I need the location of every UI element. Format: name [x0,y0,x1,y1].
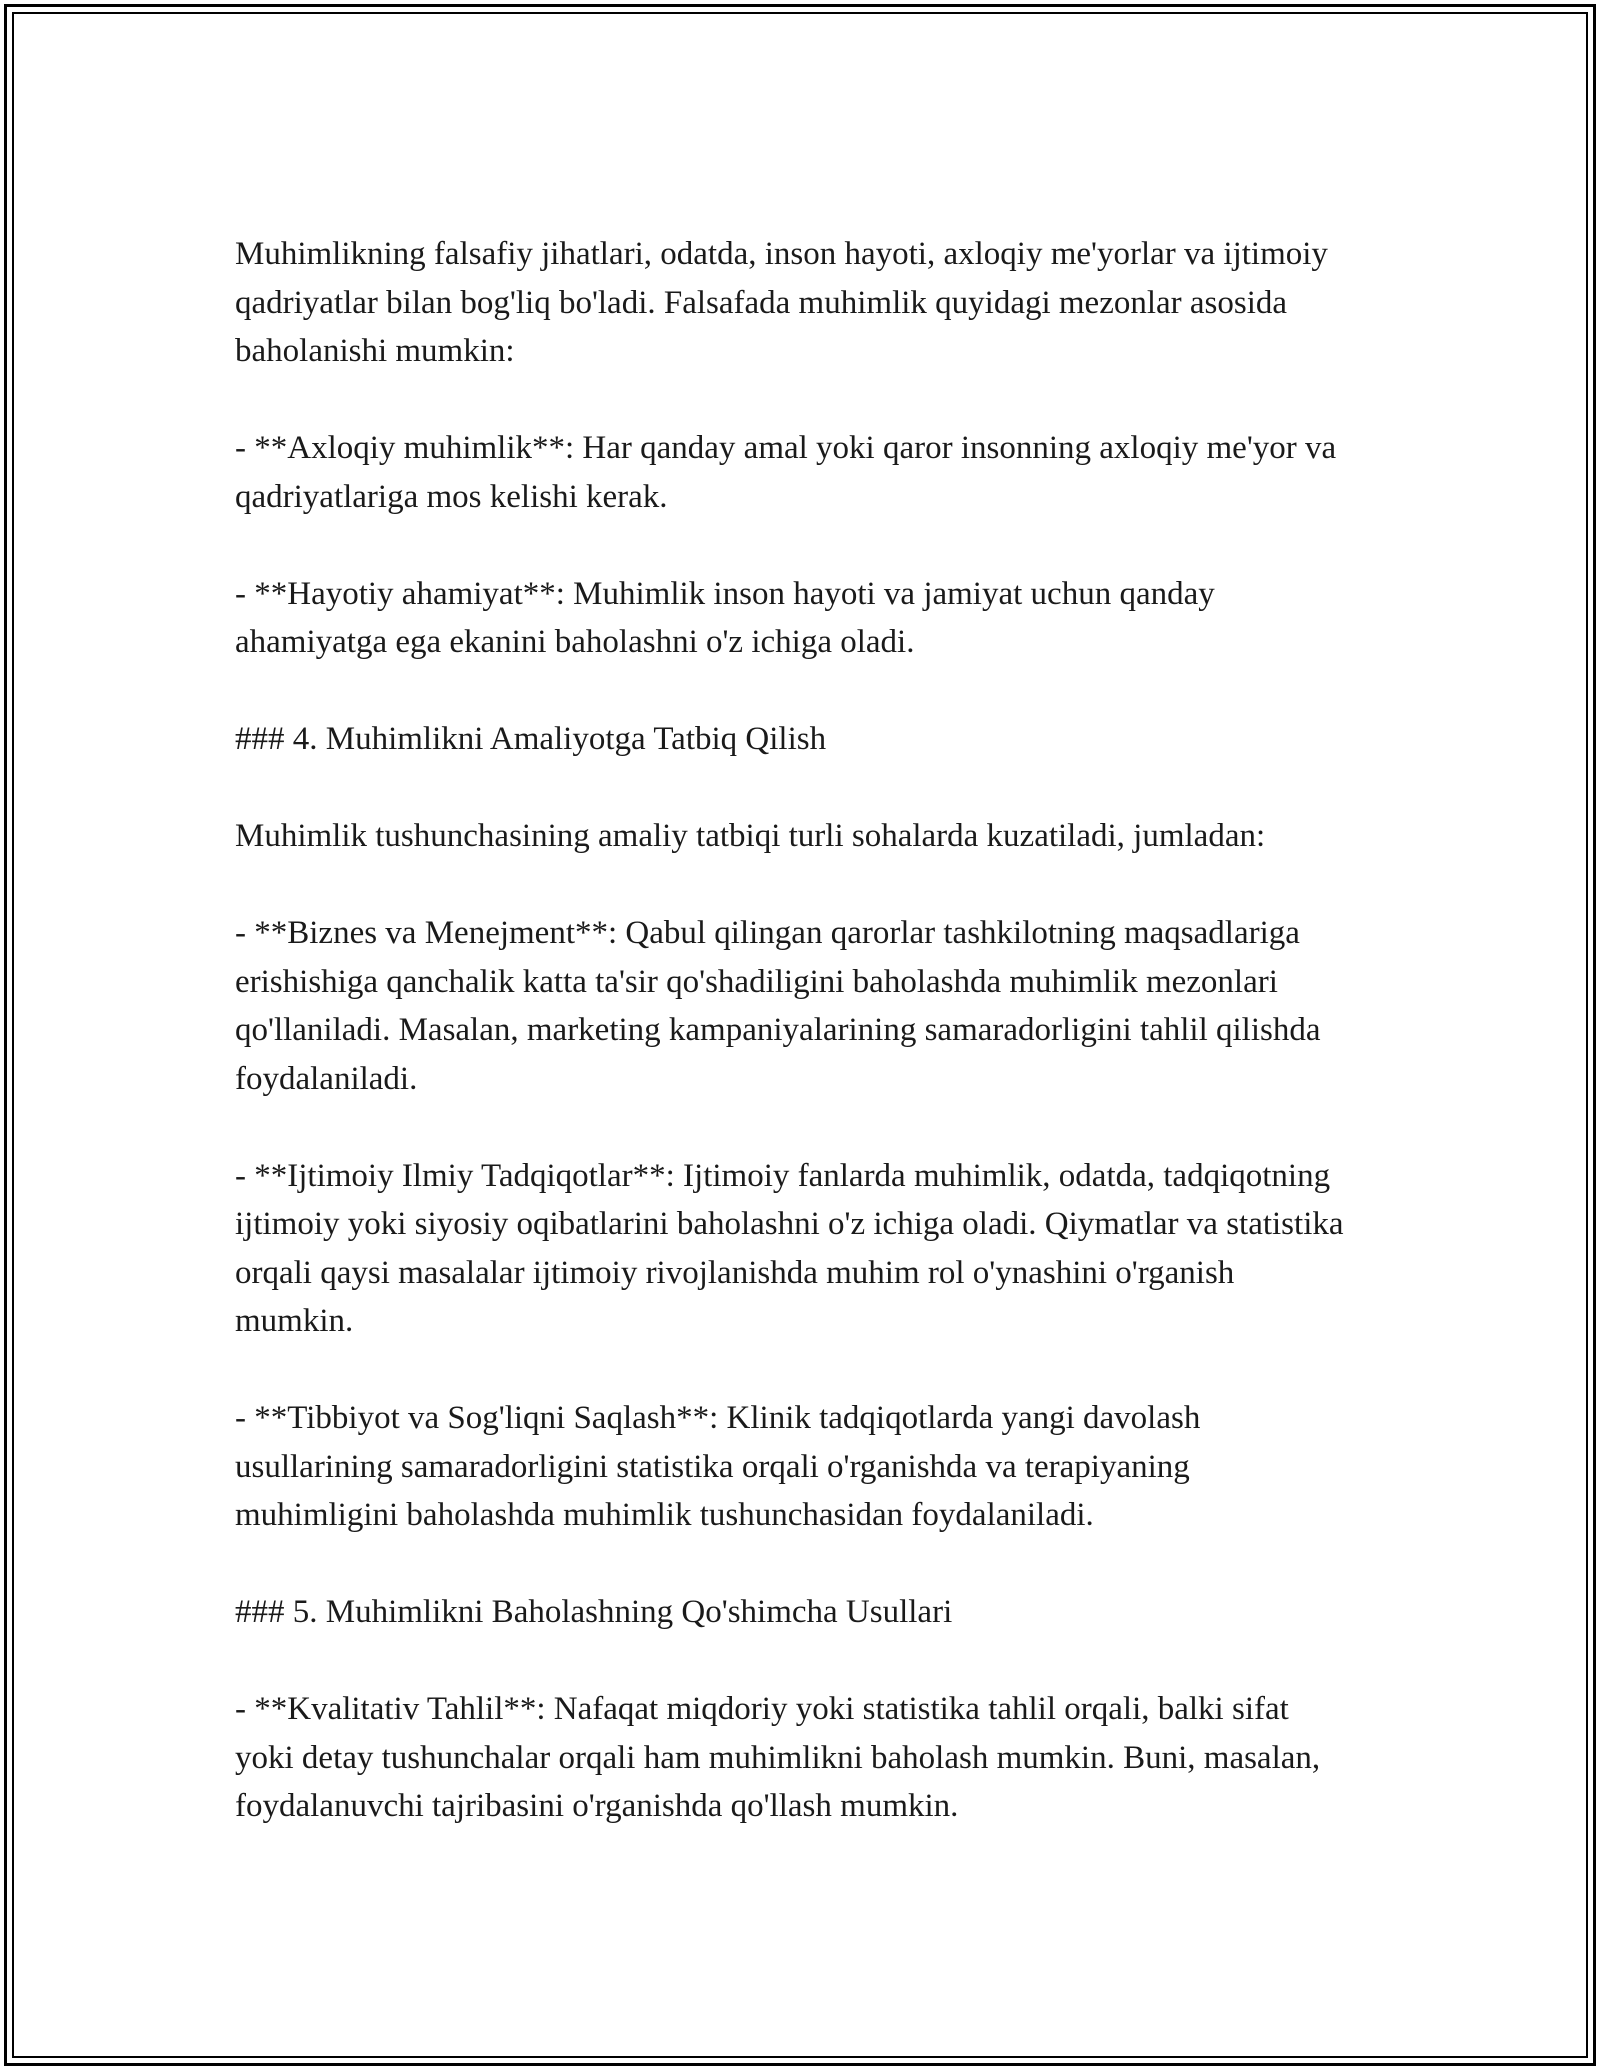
intro-paragraph: Muhimlikning falsafiy jihatlari, odatda, inson hayoti, axloqiy me'yorlar va ijtimoiy qadriyatlar bilan bog'liq bo'ladi. Falsafada muhimlik quyidagi mezonlar asosida baholanishi mumkin: [235,236,1328,369]
bullet-tibbiyot: - **Tibbiyot va Sog'liqni Saqlash**: Klinik tadqiqotlarda yangi davolash usullarining samaradorligini statistika orqali o'rganishda va terapiyaning muhimligini baholashda muhimlik tushunchasidan foydalaniladi. [235,1400,1201,1533]
bullet-hayotiy-ahamiyat: - **Hayotiy ahamiyat**: Muhimlik inson hayoti va jamiyat uchun qanday ahamiyatga ega ekanini baholashni o'z ichiga oladi. [235,575,1215,660]
section-heading-4: ### 4. Muhimlikni Amaliyotga Tatbiq Qilish [235,721,827,757]
section-heading-5: ### 5. Muhimlikni Baholashning Qo'shimcha Usullari [235,1594,953,1630]
document-body [235,230,1355,1879]
bullet-biznes-menejment: - **Biznes va Menejment**: Qabul qilingan qarorlar tashkilotning maqsadlariga erishishiga qanchalik katta ta'sir qo'shadiligini baholashda muhimlik mezonlari qo'llaniladi. Masalan, marketing kampaniyalarining samaradorligini tahlil qilishda foydalaniladi. [235,915,1321,1097]
bullet-ijtimoiy-tadqiqotlar: - **Ijtimoiy Ilmiy Tadqiqotlar**: Ijtimoiy fanlarda muhimlik, odatda, tadqiqotning ijtimoiy yoki siyosiy oqibatlarini baholashni o'z ichiga oladi. Qiymatlar va statistika orqali qaysi masalalar ijtimoiy rivojlanishda muhim rol o'ynashini o'rganish mumkin. [235,1157,1344,1339]
bullet-kvalitativ-tahlil: - **Kvalitativ Tahlil**: Nafaqat miqdoriy yoki statistika tahlil orqali, balki sifat yoki detay tushunchalar orqali ham muhimlikni baholash mumkin. Buni, masalan, foydalanuvchi tajribasini o'rganishda qo'llash mumkin. [235,1691,1321,1824]
bullet-axloqiy-muhimlik: - **Axloqiy muhimlik**: Har qanday amal yoki qaror insonning axloqiy me'yor va qadriyatlariga mos kelishi kerak. [235,430,1337,515]
section-4-intro-paragraph: Muhimlik tushunchasining amaliy tatbiqi turli sohalarda kuzatiladi, jumladan: [235,818,1266,854]
